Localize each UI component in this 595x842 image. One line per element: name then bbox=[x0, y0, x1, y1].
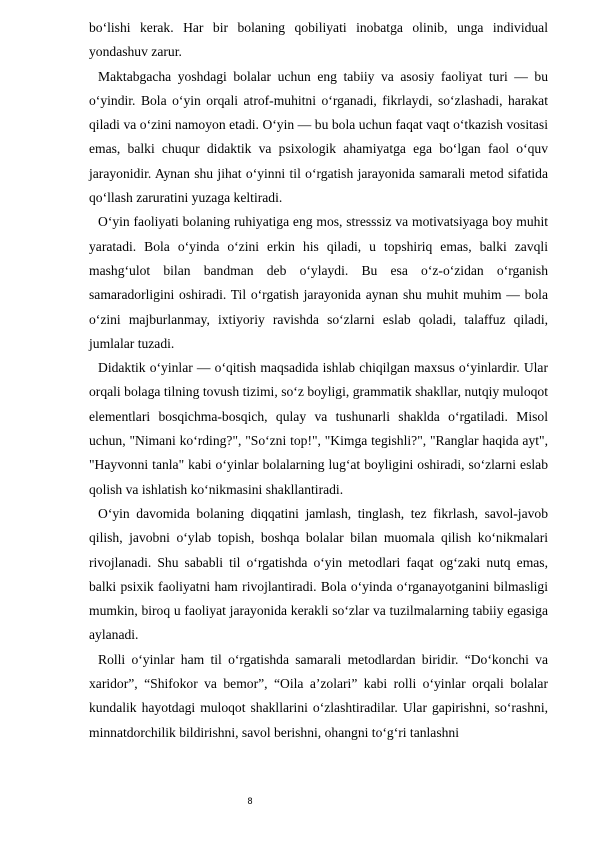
paragraph: O‘yin faoliyati bolaning ruhiyatiga eng mos, stresssiz va motivatsiyaga boy muhit yaratadi. Bola o‘yinda o‘zini erkin his qiladi, u topshiriq emas, balki zavqli mashg‘ulot bilan bandman deb o‘ylaydi. Bu esa o‘z-o‘zidan o‘rganish samaradorligini oshiradi. Til o‘rgatish jarayonida aynan shu muhit muhim — bola o‘zini majburlanmay, ixtiyoriy ravishda so‘zlarni eslab qoladi, talaffuz qiladi, jumlalar tuzadi. bbox=[89, 214, 548, 351]
document-body bbox=[89, 16, 548, 745]
paragraph: Didaktik o‘yinlar — o‘qitish maqsadida ishlab chiqilgan maxsus o‘yinlardir. Ular orqali bolaga tilning tovush tizimi, so‘z boyligi, grammatik shakllar, nutqiy muloqot elementlari bosqichma-bosqich, qulay va tushunarli shaklda o‘rgatiladi. Misol uchun, "Nimani ko‘rding?", "So‘zni top!", "Kimga tegishli?", "Ranglar haqida ayt", "Hayvonni tanla" kabi o‘yinlar bolalarning lug‘at boyligini oshiradi, so‘zlarni eslab qolish va ishlatish ko‘nikmasini shakllantiradi. bbox=[89, 360, 548, 497]
paragraph: Rolli o‘yinlar ham til o‘rgatishda samarali metodlardan biridir. “Do‘konchi va xaridor”, “Shifokor va bemor”, “Oila a’zolari” kabi rolli o‘yinlar orqali bolalar kundalik hayotdagi muloqot shakllarini o‘zlashtiradilar. Ular gapirishni, so‘rashni, minnatdorchilik bildirishni, savol berishni, ohangni to‘g‘ri tanlashni bbox=[89, 651, 548, 740]
paragraph: Maktabgacha yoshdagi bolalar uchun eng tabiiy va asosiy faoliyat turi — bu o‘yindir. Bola o‘yin orqali atrof-muhitni o‘rganadi, fikrlaydi, so‘zlashadi, harakat qiladi va o‘zini namoyon etadi. O‘yin — bu bola uchun faqat vaqt o‘tkazish vositasi emas, balki chuqur didaktik va psixologik ahamiyatga ega bo‘lgan faol o‘quv jarayonidir. Aynan shu jihat o‘yinni til o‘rgatish jarayonida samarali metod sifatida qo‘llash zaruratini yuzaga keltiradi. bbox=[89, 68, 548, 206]
page-number: 8 bbox=[247, 796, 253, 806]
paragraph-continuation: bo‘lishi kerak. Har bir bolaning qobiliyati inobatga olinib, unga individual yondashuv zarur. bbox=[89, 20, 548, 60]
paragraph: O‘yin davomida bolaning diqqatini jamlash, tinglash, tez fikrlash, savol-javob qilish, javobni o‘ylab topish, boshqa bolalar bilan muomala qilish ko‘nikmalari rivojlanadi. Shu sababli til o‘rgatishda o‘yin metodlari faqat og‘zaki nutq emas, balki psixik faoliyatni ham rivojlantiradi. Bola o‘yinda o‘rganayotganini bilmasligi mumkin, biroq u faoliyat jarayonida kerakli so‘zlar va tuzilmalarning tabiiy egasiga aylanadi. bbox=[89, 505, 548, 643]
